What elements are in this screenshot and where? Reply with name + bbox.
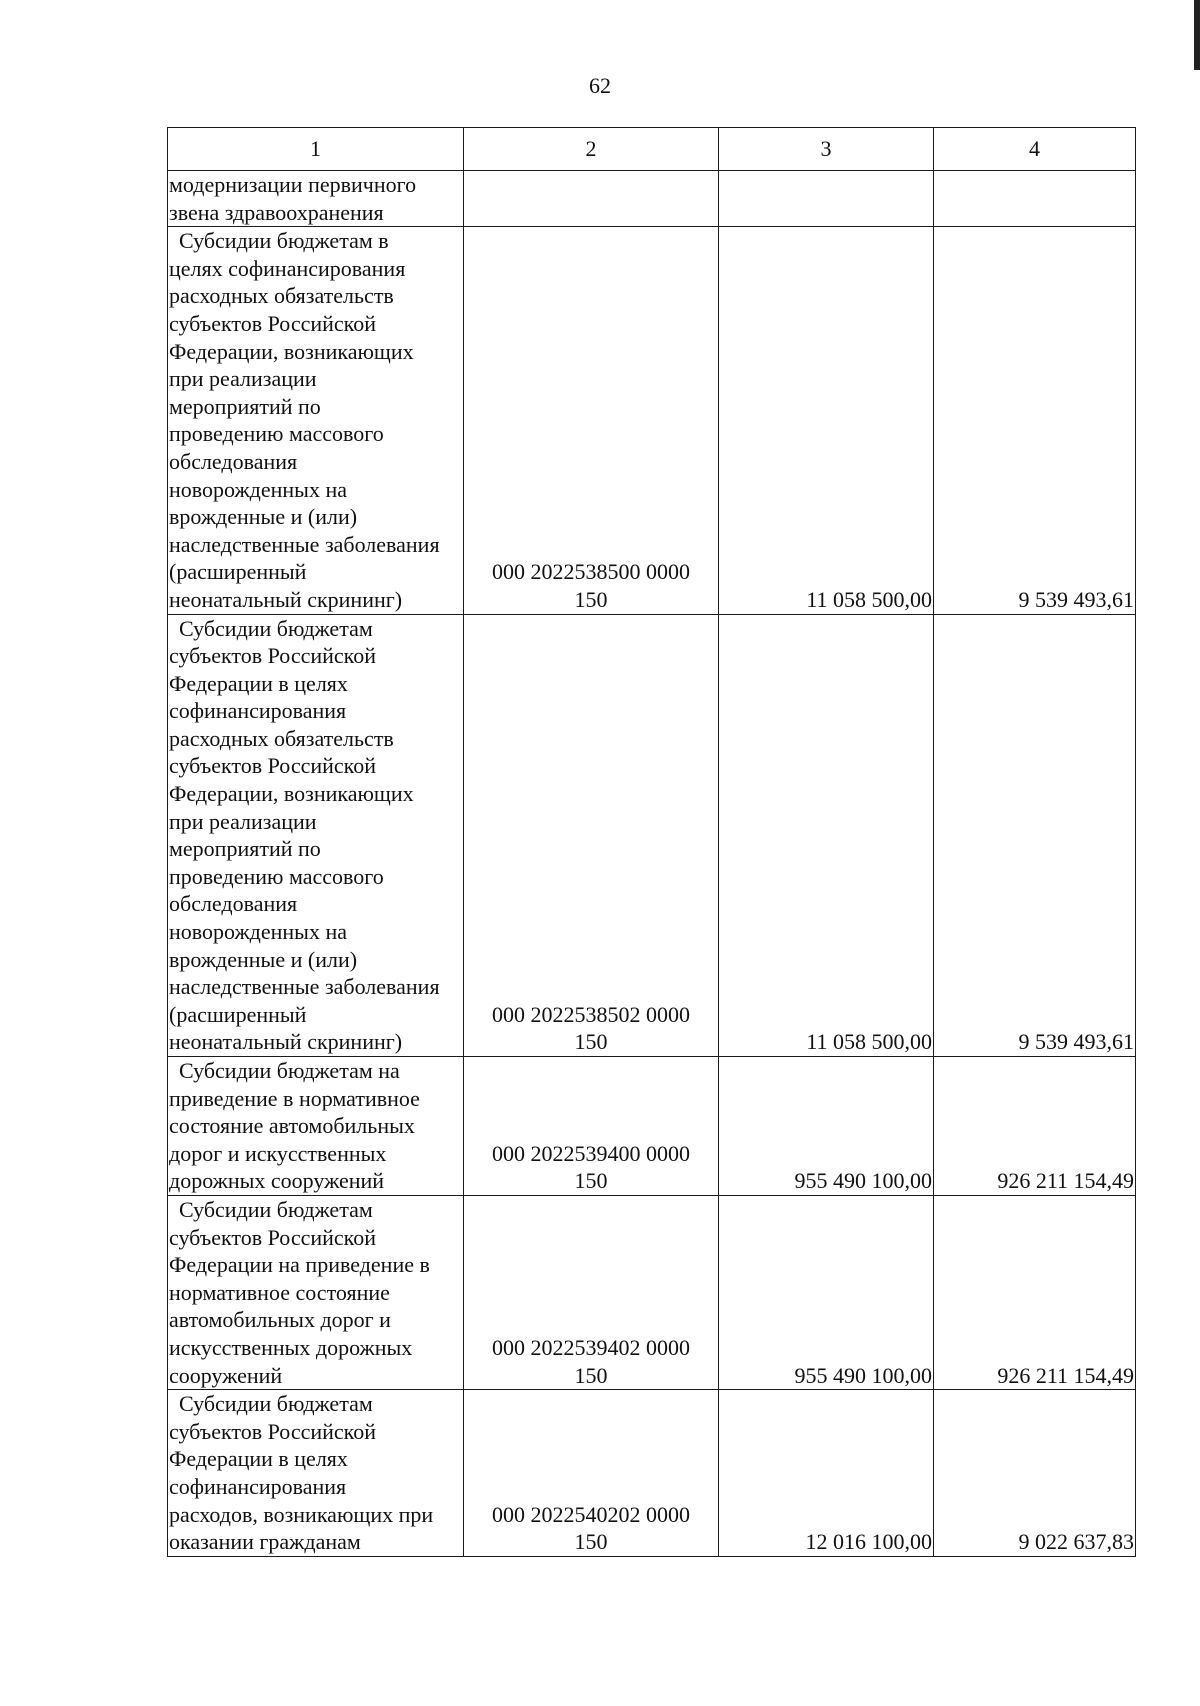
budget-classification-code [464, 1057, 719, 1196]
description-line: неонатальный скрининг) [169, 1029, 403, 1055]
description-line: врожденные и (или) [169, 504, 358, 530]
description-line: нормативное состояние [169, 1279, 390, 1305]
description-line: сооружений [169, 1362, 283, 1388]
description-line: обследования [169, 448, 298, 474]
approved-amount: 955 490 100,00 [719, 1057, 934, 1196]
budget-table [167, 127, 1136, 1557]
description-line: автомобильных дорог и [169, 1307, 391, 1333]
description-line: мероприятий по [169, 393, 321, 419]
code-line: 150 [574, 586, 608, 612]
row-description [168, 614, 464, 1057]
executed-amount: 9 539 493,61 [934, 614, 1136, 1057]
code-line: 150 [574, 1168, 608, 1194]
budget-classification-code [464, 171, 719, 227]
page-number: 62 [589, 73, 611, 98]
code-line: 150 [574, 1529, 608, 1555]
description-line: Федерации, возникающих [169, 338, 414, 364]
executed-amount: 9 022 637,83 [934, 1390, 1136, 1557]
approved-amount: 12 016 100,00 [719, 1390, 934, 1557]
executed-amount: 9 539 493,61 [934, 227, 1136, 614]
table-body [168, 171, 1136, 1557]
description-line: искусственных дорожных [169, 1334, 413, 1360]
budget-classification-code [464, 1390, 719, 1557]
column-header: 2 [464, 128, 719, 171]
row-description [168, 1390, 464, 1557]
row-description [168, 1057, 464, 1196]
description-line: новорожденных на [169, 919, 347, 945]
column-header: 1 [168, 128, 464, 171]
description-line: софинансирования [169, 1473, 347, 1499]
row-description [168, 1195, 464, 1389]
description-line: субъектов Российской [169, 1224, 377, 1250]
description-line: расходных обязательств [169, 283, 394, 309]
table-row [168, 171, 1136, 227]
description-line: субъектов Российской [169, 310, 377, 336]
description-line: при реализации [169, 808, 317, 834]
code-line: 150 [574, 1362, 608, 1388]
row-description [168, 227, 464, 614]
description-line: проведению массового [169, 421, 384, 447]
column-header: 3 [719, 128, 934, 171]
description-line: субъектов Российской [169, 753, 377, 779]
description-line: Субсидии бюджетам в [179, 228, 389, 254]
description-line: наследственные заболевания [169, 531, 440, 557]
approved-amount: 11 058 500,00 [719, 614, 934, 1057]
description-line: Федерации, возникающих [169, 781, 414, 807]
code-line: 150 [574, 1029, 608, 1055]
code-line: 000 2022539400 0000 [492, 1140, 690, 1166]
table-row [168, 227, 1136, 614]
budget-classification-code [464, 227, 719, 614]
code-line: 000 2022538500 0000 [492, 559, 690, 585]
description-line: Субсидии бюджетам [179, 1196, 373, 1222]
description-line: при реализации [169, 366, 317, 392]
approved-amount [719, 171, 934, 227]
description-line: софинансирования [169, 698, 347, 724]
description-line: оказании гражданам [169, 1529, 361, 1555]
description-line: состояние автомобильных [169, 1113, 415, 1139]
table-row [168, 1390, 1136, 1557]
description-line: дорог и искусственных [169, 1140, 387, 1166]
row-description [168, 171, 464, 227]
description-line: субъектов Российской [169, 1418, 377, 1444]
description-line: звена здравоохранения [169, 199, 384, 225]
description-line: неонатальный скрининг) [169, 586, 403, 612]
description-line: Федерации в целях [169, 1446, 348, 1472]
description-line: субъектов Российской [169, 643, 377, 669]
code-line: 000 2022538502 0000 [492, 1001, 690, 1027]
description-line: расходных обязательств [169, 725, 394, 751]
approved-amount: 955 490 100,00 [719, 1195, 934, 1389]
code-line: 000 2022540202 0000 [492, 1501, 690, 1527]
code-line: 000 2022539402 0000 [492, 1334, 690, 1360]
description-line: проведению массового [169, 863, 384, 889]
table-row [168, 1057, 1136, 1196]
description-line: Субсидии бюджетам на [179, 1058, 400, 1083]
description-line: наследственные заболевания [169, 974, 440, 1000]
table-row [168, 614, 1136, 1057]
description-line: Субсидии бюджетам [179, 615, 373, 641]
description-line: обследования [169, 891, 298, 917]
budget-classification-code [464, 614, 719, 1057]
approved-amount: 11 058 500,00 [719, 227, 934, 614]
description-line: расходов, возникающих при [169, 1501, 434, 1527]
table-row [168, 1195, 1136, 1389]
description-line: врожденные и (или) [169, 946, 358, 972]
description-line: приведение в нормативное [169, 1085, 420, 1111]
executed-amount: 926 211 154,49 [934, 1057, 1136, 1196]
description-line: новорожденных на [169, 476, 347, 502]
description-line: (расширенный [169, 559, 307, 585]
column-header: 4 [934, 128, 1136, 171]
table-header-row [168, 128, 1136, 171]
description-line: (расширенный [169, 1001, 307, 1027]
executed-amount [934, 171, 1136, 227]
description-line: целях софинансирования [169, 255, 406, 281]
description-line: мероприятий по [169, 836, 321, 862]
description-line: модернизации первичного [169, 172, 417, 197]
description-line: Субсидии бюджетам [179, 1391, 373, 1417]
scan-edge-mark [1194, 0, 1200, 70]
budget-classification-code [464, 1195, 719, 1389]
description-line: дорожных сооружений [169, 1168, 385, 1194]
executed-amount: 926 211 154,49 [934, 1195, 1136, 1389]
description-line: Федерации на приведение в [169, 1252, 430, 1278]
description-line: Федерации в целях [169, 670, 348, 696]
